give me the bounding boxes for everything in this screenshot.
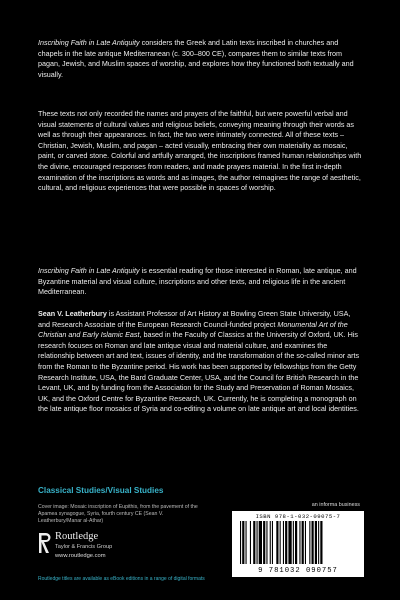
publisher-name: Routledge — [55, 531, 99, 542]
barcode-bar — [263, 521, 265, 564]
informa-tagline: an informa business — [311, 502, 360, 508]
description-paragraph-1 — [38, 38, 364, 80]
barcode-digits: 9 781032 090757 — [258, 567, 338, 575]
barcode-bar — [288, 521, 291, 564]
author-bio-text: is Assistant Professor of Art History at Bowling Green State University, USA, and Research Associate of the European Research Council-funded project — [38, 309, 351, 329]
author-bio — [38, 309, 364, 415]
barcode-bar — [276, 521, 278, 564]
project-title: Monumental Art of the Christian and Early Islamic East — [38, 319, 348, 340]
barcode-bar — [318, 521, 319, 564]
barcode-bar — [280, 521, 281, 564]
description-paragraph-2: These texts not only recorded the names and prayers of the faithful, but were powerful verbal and visual statements of cultural values and religious beliefs, conveying meaning through their words as well as through their appearances. In fact, the two were intimately connected. All of these texts – Christian, Jewish, Muslim, and pagan – acted visually, embracing their own materiality as mosaic, paint, or carved stone. Colorful and artfully arranged, the inscriptions framed human relationships with the divine, encouraged responses from readers, and made prayers material. In the first in-depth examination of the inscriptions as words and as images, the author reimagines the range of aesthetic, cultural, and religious experiences that were possible in spaces of worship. — [38, 109, 362, 193]
barcode-bar — [259, 521, 262, 564]
barcode-bar — [266, 521, 267, 564]
barcode-bar — [299, 521, 300, 564]
barcode-bar — [257, 521, 258, 564]
barcode-bar — [272, 521, 273, 564]
barcode-bar — [295, 521, 297, 564]
barcode-bar — [312, 521, 314, 564]
description-text: is essential reading for those interested in Roman, late antique, and Byzantine material and visual culture, inscriptions and other texts, and religious life in the ancient Mediterranean. — [38, 266, 357, 297]
barcode-bar — [240, 521, 241, 564]
barcode-icon — [240, 521, 356, 564]
barcode-bar — [305, 521, 306, 564]
barcode-bar — [320, 521, 322, 564]
routledge-logo-icon — [38, 532, 51, 554]
book-title-italic: Inscribing Faith in Late Antiquity — [38, 266, 140, 275]
publisher-group: Taylor & Francis Group — [55, 544, 113, 550]
book-title-italic: Inscribing Faith in Late Antiquity — [38, 38, 140, 47]
isbn-text: ISBN 978-1-032-09075-7 — [255, 513, 341, 520]
barcode-bar — [283, 521, 284, 564]
cover-image-credit: Cover image: Mosaic inscription of Eupithis, from the pavement of the Apamea synagogue, Syria, fourth century CE (Sean V. Leatherbury/Manar al-Athar) — [38, 504, 198, 524]
barcode-bar — [302, 521, 304, 564]
barcode-bar — [253, 521, 255, 564]
publisher-url: www.routledge.com — [55, 553, 106, 559]
barcode-bar — [270, 521, 271, 564]
subject-category: Classical Studies/Visual Studies — [38, 486, 164, 495]
barcode-bar — [315, 521, 317, 564]
barcode-bar — [309, 521, 310, 564]
barcode-bar — [242, 521, 244, 564]
barcode-block — [232, 502, 364, 577]
publisher-logo — [38, 531, 198, 565]
ebook-note: Routledge titles are available as eBook editions in a range of digital formats — [38, 576, 205, 582]
barcode-bar — [246, 521, 247, 564]
barcode-bar — [285, 521, 287, 564]
barcode-bar — [293, 521, 294, 564]
barcode-bar — [250, 521, 251, 564]
author-name: Sean V. Leatherbury — [38, 309, 107, 318]
description-text: considers the Greek and Latin texts inscribed in churches and chapels in the late antique Mediterranean (c. 300–800 CE), compares them to similar texts from pagan, Jewish, and Muslim spaces of worship, and explores how they functioned both textually and visually. — [38, 38, 354, 79]
author-bio-text: , based in the Faculty of Classics at the University of Oxford, UK. His research focuses on Roman and late antique visual and material culture, and examines the relationship between art and text, issues of identity, and the transformation of the so-called minor arts from the Roman to the Byzantine period. His work has been supported by fellowships from the Getty Research Institute, USA, the Bard Graduate Center, USA, and the Council for British Research in the Levant, UK, and by funding from the Association for the Study and Preservation of Roman Mosaics, UK, and the Oxford Centre for Byzantine Research, UK. Currently, he is completing a monograph on the late antique floor mosaics of Syria and co-editing a volume on late antique art and local identities. — [38, 330, 360, 414]
description-paragraph-3 — [38, 266, 364, 298]
